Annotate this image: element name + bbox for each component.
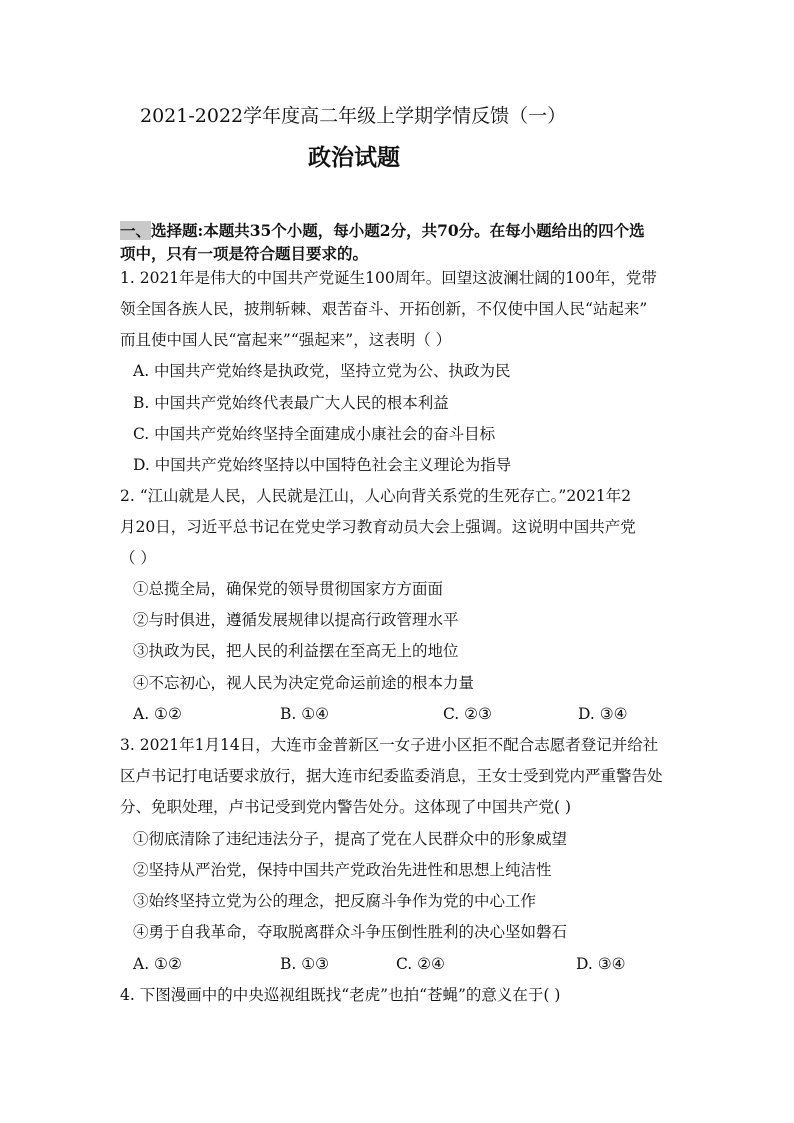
question-2-choice-c: C. ②③ bbox=[443, 705, 492, 723]
section-heading-mark: 一、 bbox=[120, 221, 152, 240]
question-3-choice-c: C. ②④ bbox=[396, 955, 445, 973]
question-2-item-2: ②与时俱进，遵循发展规律以提高行政管理水平 bbox=[133, 611, 459, 629]
question-3-item-2: ②坚持从严治党，保持中国共产党政治先进性和思想上纯洁性 bbox=[133, 861, 552, 879]
question-1-line1: 1. 2021年是伟大的中国共产党诞生100周年。回望这波澜壮阔的100年，党带 bbox=[120, 269, 657, 287]
section-heading bbox=[120, 221, 645, 241]
question-2-line2: 月20日，习近平总书记在党史学习教育动员大会上强调。这说明中国共产党 bbox=[120, 518, 636, 536]
question-3-line3: 分、免职处理，卢书记受到党内警告处分。这体现了中国共产党( ) bbox=[120, 798, 572, 816]
question-3-item-4: ④勇于自我革命，夺取脱离群众斗争压倒性胜利的决心坚如磐石 bbox=[133, 923, 568, 941]
question-1-option-c: C. 中国共产党始终坚持全面建成小康社会的奋斗目标 bbox=[133, 425, 496, 443]
question-2-line1: 2. “江山就是人民，人民就是江山，人心向背关系党的生死存亡。”2021年2 bbox=[120, 487, 632, 505]
exam-title: 2021-2022学年度高二年级上学期学情反馈（一） bbox=[140, 105, 567, 127]
exam-subject: 政治试题 bbox=[308, 144, 400, 171]
question-2-choice-b: B. ①④ bbox=[280, 705, 330, 723]
question-1-option-d: D. 中国共产党始终坚持以中国特色社会主义理论为指导 bbox=[133, 456, 512, 474]
question-3-choice-a: A. ①② bbox=[133, 955, 182, 973]
question-1-line2: 领全国各族人民，披荆斩棘、艰苦奋斗、开拓创新，不仅使中国人民“站起来” bbox=[120, 300, 648, 318]
question-1-line3: 而且使中国人民“富起来”“强起来”，这表明（ ） bbox=[120, 331, 452, 349]
question-4-line1: 4. 下图漫画中的中央巡视组既找“老虎”也拍“苍蝇”的意义在于( ) bbox=[120, 986, 561, 1004]
question-3-choice-d: D. ③④ bbox=[576, 955, 626, 973]
question-2-item-4: ④不忘初心，视人民为决定党命运前途的根本力量 bbox=[133, 674, 475, 692]
question-3-item-3: ③始终坚持立党为公的理念，把反腐斗争作为党的中心工作 bbox=[133, 892, 537, 910]
question-2-item-1: ①总揽全局，确保党的领导贯彻国家方方面面 bbox=[133, 580, 444, 598]
question-2-line3: （ ） bbox=[120, 549, 156, 567]
question-3-choice-b: B. ①③ bbox=[280, 955, 330, 973]
question-3-item-1: ①彻底清除了违纪违法分子，提高了党在人民群众中的形象威望 bbox=[133, 830, 568, 848]
question-3-line1: 3. 2021年1月14日，大连市金普新区一女子进小区拒不配合志愿者登记并给社 bbox=[120, 736, 659, 754]
question-1-option-b: B. 中国共产党始终代表最广大人民的根本利益 bbox=[133, 394, 449, 412]
question-2-choice-a: A. ①② bbox=[133, 705, 182, 723]
section-heading-line2: 项中，只有一项是符合题目要求的。 bbox=[120, 244, 369, 263]
question-3-line2: 区卢书记打电话要求放行，据大连市纪委监委消息，王女士受到党内严重警告处 bbox=[120, 767, 663, 785]
question-2-choice-d: D. ③④ bbox=[578, 705, 628, 723]
question-1-option-a: A. 中国共产党始终是执政党，坚持立党为公、执政为民 bbox=[133, 362, 511, 380]
section-heading-text: 选择题:本题共35个小题，每小题2分，共70分。在每小题给出的四个选 bbox=[151, 221, 645, 240]
question-2-item-3: ③执政为民，把人民的利益摆在至高无上的地位 bbox=[133, 642, 459, 660]
